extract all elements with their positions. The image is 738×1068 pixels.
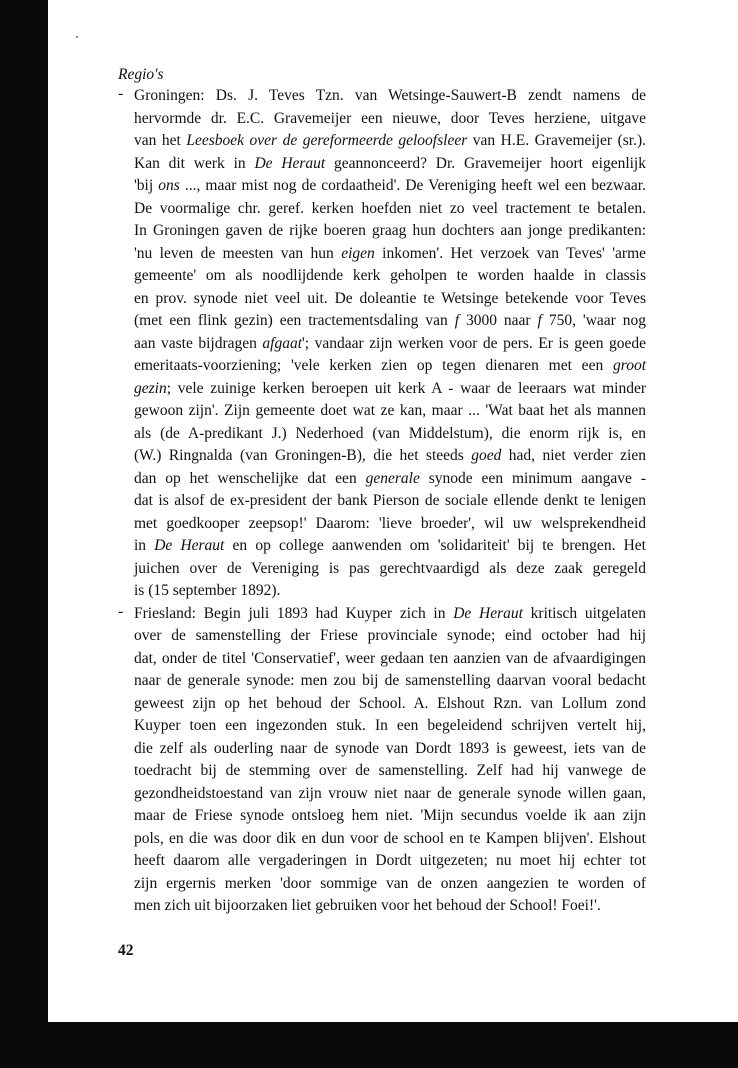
text-line [134,175,646,198]
text-run: emeritaats-voorziening; 'vele kerken zien op tegen dienaren met een [134,357,613,374]
text-run: en op college aanwenden om 'solidariteit' bij te brengen. Het [224,537,646,554]
text-line [134,580,646,603]
text-line [134,873,646,896]
text-run: In Groningen gaven de rijke boeren graag hun dochters aan jonge predikanten: [134,222,646,239]
text-line [134,243,646,266]
italic-text: ons [158,177,180,194]
text-run: maar de Friese synode ontsloeg hem niet. 'Mijn secundus voelde ik aan zijn [134,807,646,824]
text-run: naar de generale synode: men zou bij de samenstelling daarvan vooral bedacht [134,672,646,689]
text-line [134,378,646,401]
text-run: men zich uit bijoorzaken liet gebruiken voor het behoud der School! Foei!'. [134,897,601,914]
text-run: zijn ergernis merken 'door sommige van de onzen aangezien te worden of [134,874,646,892]
text-run: ; vele zuinige kerken beroepen uit kerk A - waar de leeraars wat minder [166,379,646,397]
entries-list [118,85,646,918]
text-line [134,513,646,536]
page-body [118,64,646,918]
text-line [134,130,646,153]
text-run: 'bij [134,177,159,194]
text-line [134,153,646,176]
text-line [134,468,646,491]
list-marker: - [118,602,124,620]
text-run: had, niet verder zien [501,447,646,464]
text-line [134,310,646,333]
text-line [134,603,646,626]
text-run: gezondheidstoestand van zijn vrouw niet naar de generale synode willen gaan, [134,784,646,802]
italic-text: gezin [134,379,167,397]
italic-text: groot [612,357,646,374]
text-line [134,783,646,806]
text-line [134,490,646,513]
text-run: Groningen: Ds. J. Teves Tzn. van Wetsinge-Sauwert-B zendt namens de [134,87,646,104]
text-line [134,220,646,243]
text-run: geweest zijn op het behoud der School. A. Elshout Rzn. van Lollum zond [134,694,646,712]
italic-text: De Heraut [154,537,225,554]
text-line [134,850,646,873]
italic-text: Leesboek over de gereformeerde geloofsleer [186,132,468,149]
text-run: Friesland: Begin juli 1893 had Kuyper zich in [134,604,454,622]
text-run: als (de A-predikant J.) Nederhoed (van Middelstum), die enorm rijk is, en [134,424,646,442]
text-line [134,670,646,693]
italic-text: generale [365,469,420,487]
text-run: (met een flink gezin) een tractementsdaling van [134,312,455,329]
text-line [134,265,646,288]
text-line [134,895,646,918]
text-run: in [134,537,155,554]
text-line [134,715,646,738]
italic-text: afgaat [262,334,303,352]
italic-text: De Heraut [254,154,326,172]
text-line [134,625,646,648]
text-line [134,198,646,221]
text-run: aan vaste bijdragen [134,334,263,352]
text-run: van H.E. Gravemeijer (sr.). [467,132,646,149]
italic-text: goed [471,447,502,464]
text-run: 750, 'waar nog [541,312,647,329]
italic-text: f [537,312,542,329]
text-run: '; vandaar zijn werken voor de pers. Er is geen goede [302,334,646,352]
text-run: die zelf als ouderling naar de synode van Dordt 1893 is geweest, iets van de [134,739,646,757]
text-run: 'nu leven de meesten van hun [134,244,342,262]
text-line [134,760,646,783]
list-marker: - [118,85,124,102]
text-run: kritisch uitgelaten [522,604,646,622]
scan-speck [76,36,78,38]
text-run: dat is alsof de ex-president der bank Pierson de sociale ellende denkt te lenigen [134,492,646,509]
text-run: synode een minimum aangave - [419,469,646,487]
text-run: De voormalige chr. geref. kerken hoefden niet zo veel tractement te betalen. [134,199,646,217]
text-run: van het [134,132,187,149]
text-line [134,85,646,108]
text-run: is (15 september 1892). [134,582,281,599]
text-run: gemeente' om als noodlijdende kerk geholpen te worden haalde in classis [134,267,646,284]
text-run: pols, en die was door dik en dun voor de school en te Kampen blijven'. Elshout [134,829,646,847]
text-run: dat, onder de titel 'Conservatief', weer gedaan ten aanzien van de afvaardigingen [134,649,646,667]
text-run: 3000 naar [459,312,538,329]
text-line [134,108,646,131]
text-run: Kuyper toen een ingezonden stuk. In een begeleidend schrijven vertelt hij, [134,717,646,734]
text-line [134,445,646,468]
text-line [134,738,646,761]
text-run: geannonceerd? Dr. Gravemeijer hoort eigenlijk [325,154,646,172]
list-item [118,85,646,603]
text-run: dan op het wenschelijke dat een [134,469,366,487]
italic-text: eigen [341,244,375,262]
text-line [134,400,646,423]
text-run: ..., maar mist nog de cordaatheid'. De Vereniging heeft wel een bezwaar. [179,177,646,194]
italic-text: De Heraut [453,604,523,622]
text-line [134,558,646,581]
text-run: juichen over de Vereniging is pas gerechtvaardigd als deze zaak geregeld [134,559,646,577]
text-line [134,423,646,446]
text-run: heeft daarom alle vergaderingen in Dordt uitgezeten; nu moet hij echter tot [134,852,646,869]
text-line [134,693,646,716]
list-item [118,603,646,918]
scan-bottom-border [0,1022,738,1068]
text-run: en prov. synode niet veel uit. De doleantie te Wetsinge betekende voor Teves [134,289,646,307]
text-line [134,805,646,828]
section-heading: Regio's [118,66,164,83]
text-run: Kan dit werk in [134,154,255,172]
text-line [134,535,646,558]
text-run: hervormde dr. E.C. Gravemeijer een nieuwe, door Teves herziene, uitgave [134,109,646,127]
italic-text: f [454,312,459,329]
scan-left-border [0,0,48,1068]
text-run: over de samenstelling der Friese provinciale synode; eind october had hij [134,627,646,644]
text-line [134,355,646,378]
page-number: 42 [118,942,134,959]
text-line [134,333,646,356]
text-line [134,648,646,671]
text-run: gewoon zijn'. Zijn gemeente doet wat ze kan, maar ... 'Wat baat het als mannen [134,402,646,419]
text-run: inkomen'. Het verzoek van Teves' 'arme [374,244,647,262]
text-run: toedracht bij de stemming over de samenstelling. Zelf had hij vanwege de [134,762,646,779]
text-line [134,828,646,851]
text-run: met goedkooper zeepsop!' Daarom: 'lieve broeder', wil uw welsprekendheid [134,514,646,532]
text-run: (W.) Ringnalda (van Groningen-B), die het steeds [134,447,472,464]
text-line [134,288,646,311]
